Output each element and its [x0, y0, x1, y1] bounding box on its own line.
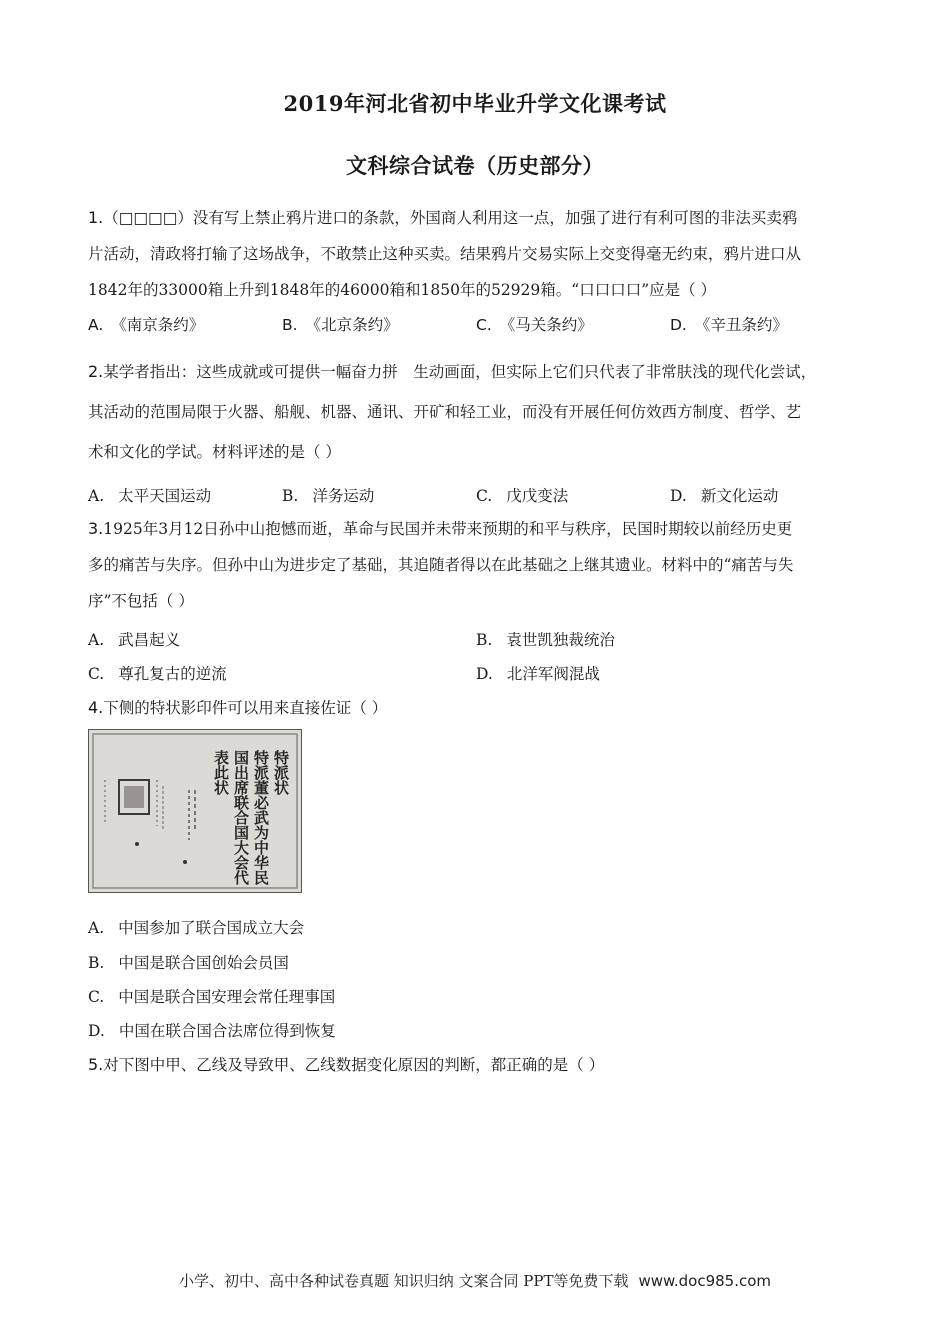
question-line: 对下图中甲、乙线及导致甲、乙线数据变化原因的判断，都正确的是（ ） — [103, 1056, 605, 1074]
option-text: 尊孔复古的逆流 — [118, 665, 227, 683]
question-line: 1842年的33000箱上升到1848年的46000箱和1850年的52929箱。“口口口口”应是（ ） — [88, 281, 717, 299]
question-5 — [88, 1047, 868, 1083]
option-letter: B. — [282, 487, 299, 505]
option-text: 中国在联合国合法席位得到恢复 — [118, 1022, 336, 1040]
option-a — [88, 916, 304, 938]
option-text: 北洋军阀混战 — [506, 665, 600, 683]
option-text: 太平天国运动 — [118, 487, 212, 505]
option-b — [476, 628, 615, 650]
page-footer — [0, 1270, 950, 1291]
option-c — [476, 484, 568, 506]
option-c — [476, 313, 593, 335]
page-subtitle: 文科综合试卷（历史部分） — [346, 153, 604, 178]
question-line: 片活动，清政将打输了这场战争，不敢禁止这种买卖。结果鸦片交易实际上交变得毫无约束，鸦片进口从 — [88, 245, 802, 263]
option-text: 袁世凯独裁统治 — [506, 631, 615, 649]
option-a — [88, 628, 180, 650]
option-d — [476, 662, 600, 684]
option-text: 中国是联合国创始会员国 — [118, 954, 289, 972]
certificate-text: 特派状 — [272, 750, 290, 795]
page-title: 2019年河北省初中毕业升学文化课考试 — [283, 91, 667, 116]
certificate-text: 特派董必武为中华民 — [252, 750, 270, 885]
question-line: 下侧的特状影印件可以用来直接佐证（ ） — [103, 699, 388, 717]
option-c — [88, 985, 335, 1007]
question-4 — [88, 690, 868, 726]
option-text: 中国参加了联合国成立大会 — [118, 919, 305, 937]
question-3 — [88, 511, 868, 619]
question-number: 3. — [88, 519, 104, 538]
option-text: 戊戊变法 — [506, 487, 569, 505]
question-line: 序”不包括（ ） — [88, 592, 194, 610]
question-line: （□□□□）没有写上禁止鸦片进口的条款，外国商人利用这一点，加强了进行有利可图的非法买卖鸦 — [103, 209, 798, 227]
option-a — [88, 484, 211, 506]
footer-link[interactable]: www.doc985.com — [638, 1272, 772, 1290]
option-letter: B. — [282, 316, 298, 334]
option-letter: A. — [88, 316, 104, 334]
option-letter: D. — [670, 316, 687, 334]
certificate-photo-svg — [89, 730, 301, 892]
option-letter: A. — [88, 487, 105, 505]
question-2 — [88, 352, 868, 472]
option-d — [670, 484, 778, 506]
footer-text: 小学、初中、高中各种试卷真题 知识归纳 文案合同 PPT等免费下载 — [178, 1272, 629, 1290]
option-letter: C. — [476, 316, 492, 334]
option-text: 《辛丑条约》 — [694, 316, 788, 334]
option-c — [88, 662, 227, 684]
option-letter: B. — [88, 954, 105, 972]
option-text: 新文化运动 — [700, 487, 779, 505]
option-text: 武昌起义 — [118, 631, 181, 649]
option-text: 中国是联合国安理会常任理事国 — [118, 988, 336, 1006]
option-letter: C. — [476, 487, 493, 505]
option-letter: A. — [88, 919, 105, 937]
option-letter: B. — [476, 631, 493, 649]
question-line: 1925年3月12日孙中山抱憾而逝，革命与民国并未带来预期的和平与秩序，民国时期较以前经历史更 — [103, 520, 793, 538]
certificate-text: 表此状 — [212, 750, 230, 795]
option-text: 《马关条约》 — [499, 316, 593, 334]
certificate-photo — [88, 729, 302, 893]
option-text: 洋务运动 — [312, 487, 375, 505]
option-b — [282, 313, 399, 335]
question-line: 多的痛苦与失序。但孙中山为进步定了基础，其追随者得以在此基础之上继其遗业。材料中的“痛苦与失 — [88, 556, 794, 574]
question-1 — [88, 200, 868, 308]
option-letter: D. — [670, 487, 687, 505]
option-letter: D. — [88, 1022, 105, 1040]
option-text: 《北京条约》 — [305, 316, 399, 334]
option-b — [282, 484, 374, 506]
question-number: 4. — [88, 698, 104, 717]
certificate-text: 国出席联合国大会代 — [232, 750, 250, 885]
question-line: 术和文化的学试。材料评述的是（ ） — [88, 443, 341, 461]
option-letter: C. — [88, 665, 105, 683]
option-letter: C. — [88, 988, 105, 1006]
question-line: 其活动的范围局限于火器、船舰、机器、通讯、开矿和轻工业，而没有开展任何仿效西方制度、哲学、艺 — [88, 403, 802, 421]
option-letter: D. — [476, 665, 493, 683]
option-b — [88, 951, 289, 973]
option-a — [88, 313, 204, 335]
option-letter: A. — [88, 631, 105, 649]
option-d — [670, 313, 788, 335]
question-number: 1. — [88, 208, 104, 227]
question-number: 2. — [88, 362, 104, 381]
question-line: 某学者指出：这些成就或可提供一幅奋力拼 生动画面，但实际上它们只代表了非常肤浅的现代化尝试， — [103, 363, 817, 381]
question-number: 5. — [88, 1055, 104, 1074]
option-d — [88, 1019, 336, 1041]
option-text: 《南京条约》 — [111, 316, 205, 334]
